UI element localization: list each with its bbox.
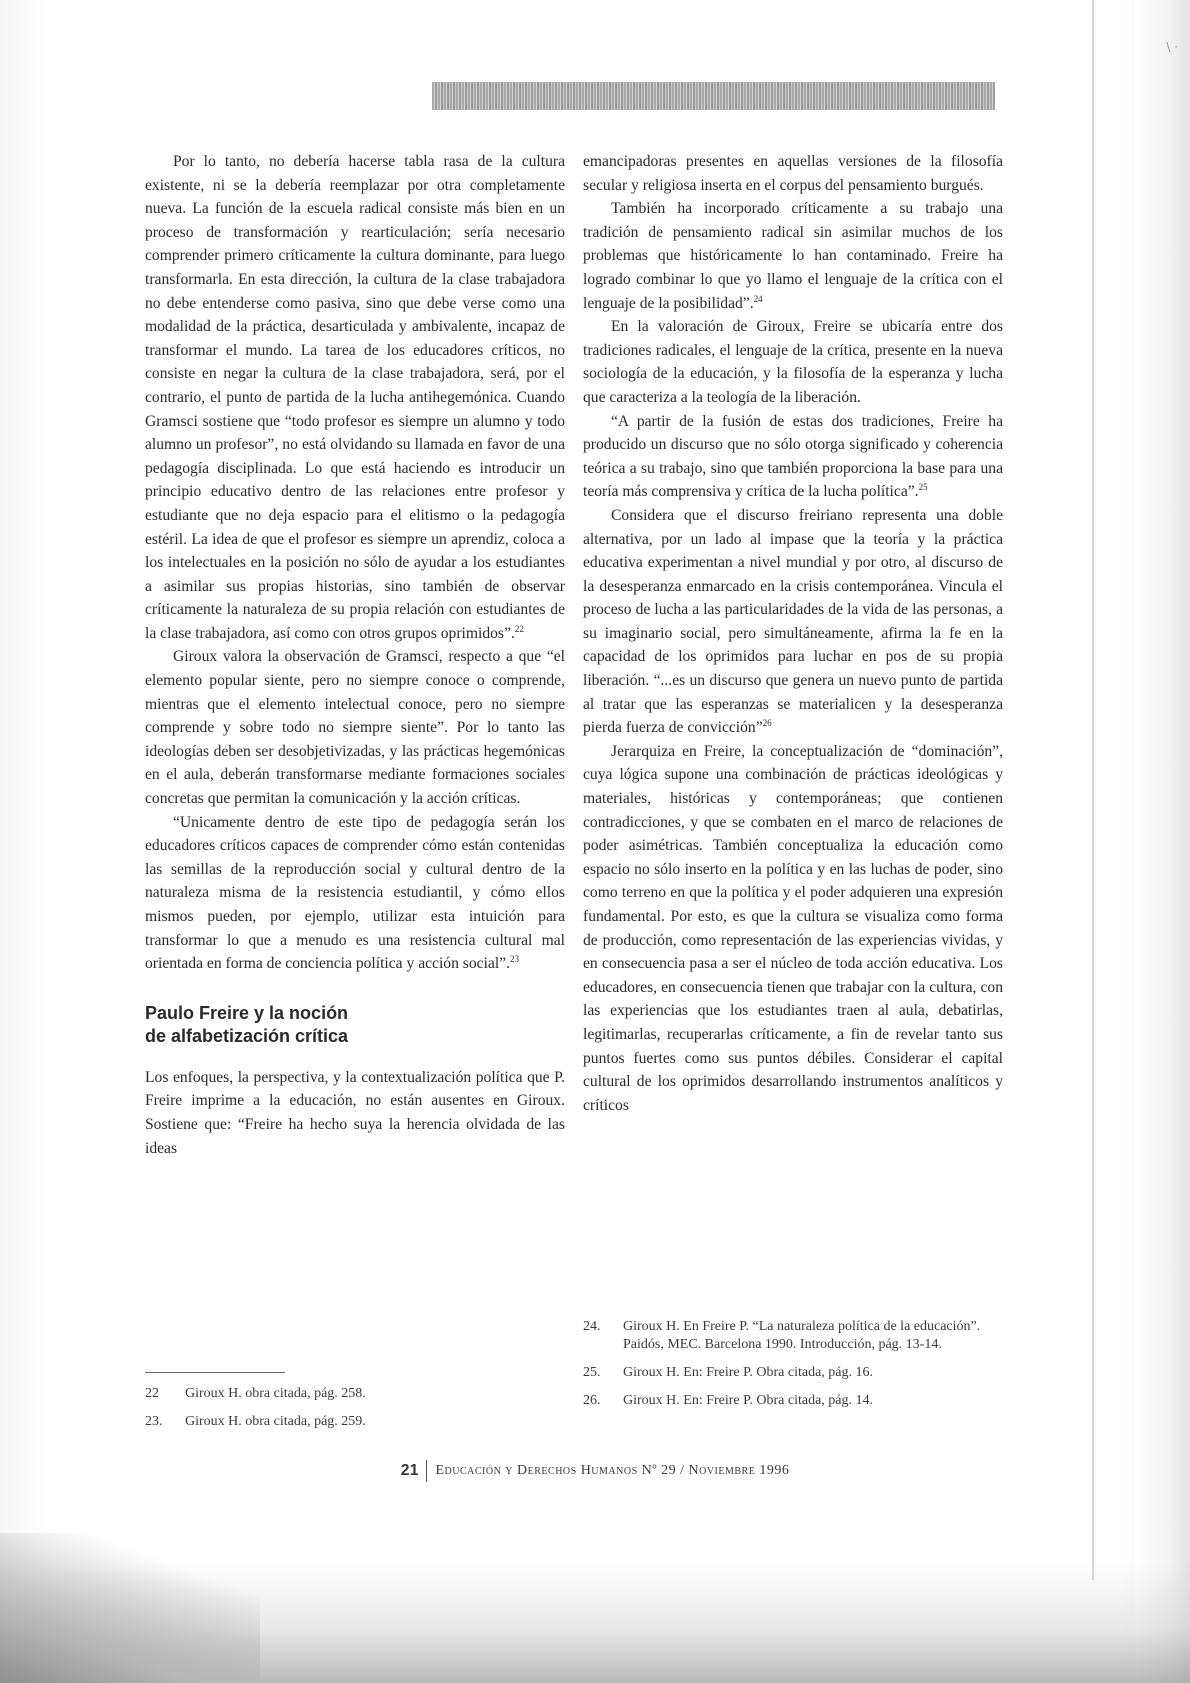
footnote-number: 25. (583, 1365, 601, 1380)
paragraph: “A partir de la fusión de estas dos tradiciones, Freire ha producido un discurso que no sólo otorga significado y coherencia teórica a su trabajo, sino que también proporciona la base para una teoría más comprensiva y crítica de la lucha política”.$^{25}$ (583, 412, 1003, 501)
footnote-ref: 26 (762, 718, 772, 729)
footnote-text: Giroux H. obra citada, pág. 258. (185, 1386, 366, 1401)
publication-title: Educación y Derechos Humanos Nº 29 / Noviembre 1996 (435, 1463, 790, 1478)
footnote-number: 23. (145, 1414, 163, 1429)
paragraph: Los enfoques, la perspectiva, y la contextualización política que P. Freire imprime a la educación, no están ausentes en Giroux. Sostiene que: “Freire ha hecho suya la herencia olvidada de las ideas (145, 1068, 565, 1157)
footnote (583, 1392, 1003, 1410)
footnote-rule (145, 1372, 285, 1373)
footnote-number: 26. (583, 1393, 601, 1408)
paragraph: Giroux valora la observación de Gramsci, respecto a que “el elemento popular siente, pero no siempre conoce o comprende, mientras que el elemento intelectual conoce, pero no siempre comprende y sobre todo no siempre siente”. Por lo tanto las ideologías deben ser desobjetivizadas, y las prácticas hegemónicas en el aula, deberán transformarse mediante formaciones sociales concretas que permitan la comunicación y la acción críticas. (145, 648, 565, 808)
footnote (145, 1413, 565, 1431)
paragraph: En la valoración de Giroux, Freire se ubicaría entre dos tradiciones radicales, el lenguaje de la crítica, presente en la nueva sociología de la educación, y la filosofía de la esperanza y lucha que caracteriza a la teología de la liberación. (583, 318, 1003, 406)
footnote (145, 1385, 565, 1403)
paragraph: Considera que el discurso freiriano representa una doble alternativa, por un lado al impase que la teoría y la práctica educativa experimentan a nivel mundial y por otro, al discurso de la desesperanza enmarcado en la crisis contemporánea. Vincula el proceso de lucha a las particularidades de la vida de las personas, a su imaginario social, pero simultáneamente, afirma la fe en la capacidad de los oprimidos para luchar en pos de su propia liberación. “...es un discurso que genera un nuevo punto de partida al tratar que las esperanzas se materialicen y la desesperanza pierda fuerza de convicción”$^{26}$ (583, 506, 1003, 737)
paragraph: Jerarquiza en Freire, la conceptualización de “dominación”, cuya lógica supone una combinación de prácticas ideológicas y materiales, históricas y contemporáneas; que contienen contradicciones, y que se combaten en el marco de relaciones de poder asimétricas. También conceptualiza la educación como espacio no sólo inserto en la política y en las luchas de poder, sino como terreno en que la política y el poder adquieren una expresión fundamental. Por esto, es que la cultura se visualiza como forma de producción, como representación de las experiencias vividas, y en consecuencia pasa a ser el núcleo de toda acción educativa. Los educadores, en consecuencia tienen que trabajar con la cultura, con las experiencias que los estudiantes traen al aula, debatirlas, legitimarlas, recuperarlas críticamente, a fin de revelar tanto sus puntos fuertes como sus puntos débiles. Considerar el capital cultural de los oprimidos desarrollando instrumentos analíticos y críticos (583, 742, 1003, 1114)
header-decorative-bar (432, 82, 995, 110)
footnote-ref: 24 (753, 293, 763, 304)
left-column (145, 150, 565, 1160)
footnote-number: 24. (583, 1319, 601, 1334)
footnote-number: 22 (145, 1386, 159, 1401)
footnote (583, 1318, 1003, 1354)
page-footer (0, 1460, 1190, 1482)
paragraph: “Unicamente dentro de este tipo de pedagogía serán los educadores críticos capaces de comprender cómo están contenidas las semillas de la reproducción social y cultural dentro de la naturaleza misma de la resistencia estudiantil, y cómo ellos mismos pueden, por ejemplo, utilizar esta intuición para transformar lo que a menudo es una resistencia cultural mal orientada en forma de conciencia política y acción social”.$^{23}$ (145, 813, 565, 973)
paragraph: Por lo tanto, no debería hacerse tabla rasa de la cultura existente, ni se la debería reemplazar por otra completamente nueva. La función de la escuela radical consiste más bien en un proceso de transformación y rearticulación; sería necesario comprender primero críticamente la cultura dominante, para luego transformarla. En esta dirección, la cultura de la clase trabajadora no debe entenderse como pasiva, sino que debe verse como una modalidad de la práctica, desarticulada y ambivalente, incapaz de transformar el mundo. La tarea de los educadores críticos, no consiste en negar la cultura de la clase trabajadora, será, por el contrario, el punto de partida de la lucha antihegemónica. Cuando Gramsci sostiene que “todo profesor es siempre un alumno y todo alumno un profesor”, no está olvidando su llamada en favor de una pedagogía disciplinada. Lo que está haciendo es introducir un principio educativo dentro de las relaciones entre profesor y estudiante que no deja espacio para el elitismo o la pedagogía estéril. La idea de que el profesor es siempre un aprendiz, coloca a los intelectuales en la posición no sólo de ayudar a los estudiantes a asimilar sus propias historias, sino también de observar críticamente la naturaleza de su propia relación con estudiantes de la clase trabajadora, así como con otros grupos oprimidos”.$^{22}$ (145, 153, 565, 642)
footnote-text: Giroux H. obra citada, pág. 259. (185, 1414, 366, 1429)
page-number: 21 (400, 1462, 419, 1479)
footnote (583, 1364, 1003, 1382)
footnotes-left (145, 1385, 565, 1441)
footnote-ref: 22 (514, 623, 524, 634)
paragraph: emancipadoras presentes en aquellas versiones de la filosofía secular y religiosa inserta en el corpus del pensamiento burgués. (583, 153, 1003, 194)
footnote-text: Giroux H. En: Freire P. Obra citada, pág. 14. (623, 1393, 873, 1408)
footnote-text: Giroux H. En: Freire P. Obra citada, pág. 16. (623, 1365, 873, 1380)
right-column (583, 150, 1003, 1117)
footer-separator (426, 1460, 427, 1482)
section-heading: Paulo Freire y la noción de alfabetización crítica (145, 1002, 349, 1046)
page-fold-line (1092, 0, 1094, 1580)
footnote-ref: 23 (509, 954, 519, 964)
scan-corner-shadow (0, 1533, 260, 1683)
footnote-ref: 25 (918, 482, 928, 493)
page-edge-shadow (1135, 0, 1190, 1683)
scan-artifact-mark: \ · (1166, 40, 1178, 54)
footnote-text: Giroux H. En Freire P. “La naturaleza política de la educación”. Paidós, MEC. Barcelona 1990. Introducción, pág. 13-14. (623, 1319, 981, 1352)
paragraph: También ha incorporado críticamente a su trabajo una tradición de pensamiento radical sin asimilar muchos de los problemas que históricamente lo han contaminado. Freire ha logrado combinar lo que yo llamo el lenguaje de la crítica con el lenguaje de la posibilidad”.$^{24}$ (583, 200, 1003, 312)
footnotes-right (583, 1318, 1003, 1420)
